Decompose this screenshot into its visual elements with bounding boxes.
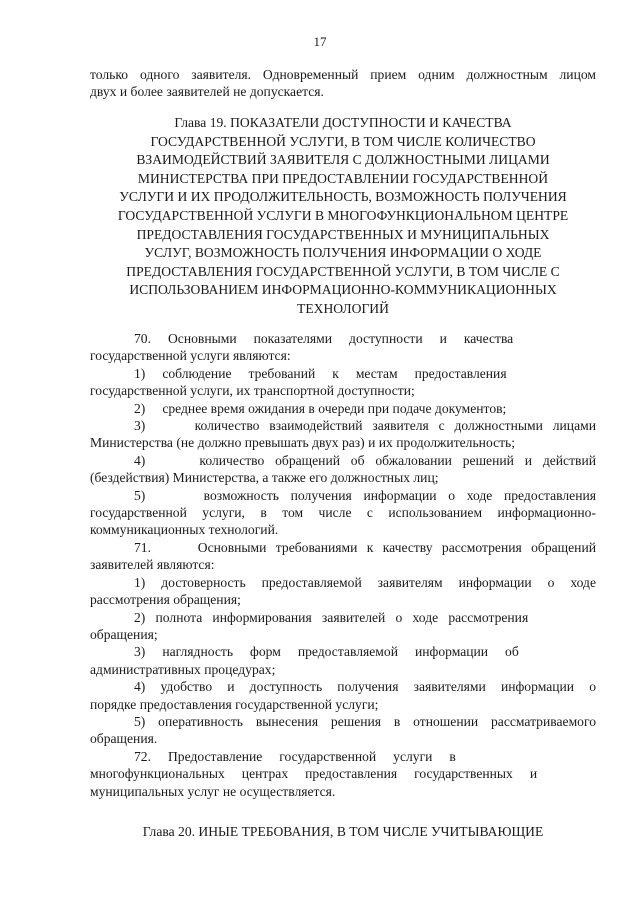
paragraph-line: 1) соблюдение требований к местам предоставления bbox=[134, 365, 507, 381]
paragraph-line: административных процедурах; bbox=[90, 661, 276, 677]
heading-line: ВЗАИМОДЕЙСТВИЙ ЗАЯВИТЕЛЯ С ДОЛЖНОСТНЫМИ ЛИЦАМИ bbox=[136, 152, 550, 168]
paragraph-line: 71. Основными требованиями к качеству рассмотрения обращений bbox=[134, 539, 596, 555]
paragraph-line: муниципальных услуг не осуществляется. bbox=[90, 783, 336, 799]
paragraph-line: государственной услуги, их транспортной доступности; bbox=[90, 383, 415, 399]
heading-line: ГОСУДАРСТВЕННОЙ УСЛУГИ, В ТОМ ЧИСЛЕ КОЛИЧЕСТВО bbox=[150, 133, 536, 149]
paragraph-line: государственной услуги, в том числе с использованием информационно- bbox=[90, 505, 596, 521]
paragraph-line: 4) удобство и доступность получения заявителями информации о bbox=[134, 679, 596, 695]
paragraph-line: 2) полнота информирования заявителей о ходе рассмотрения bbox=[134, 609, 529, 625]
heading-line: Глава 19. ПОКАЗАТЕЛИ ДОСТУПНОСТИ И КАЧЕСТВА bbox=[174, 115, 512, 130]
intro-line: двух и более заявителей не допускается. bbox=[90, 84, 324, 100]
heading-line: ПРЕДОСТАВЛЕНИЯ ГОСУДАРСТВЕННЫХ И МУНИЦИПАЛЬНЫХ bbox=[136, 226, 550, 242]
paragraph-line: коммуникационных технологий. bbox=[90, 522, 279, 538]
paragraph-line: государственной услуги являются: bbox=[90, 348, 291, 364]
paragraph-line: 70. Основными показателями доступности и качества bbox=[134, 331, 514, 346]
paragraph-line: 2) среднее время ожидания в очереди при подаче документов; bbox=[134, 400, 507, 416]
heading-line: ГОСУДАРСТВЕННОЙ УСЛУГИ В МНОГОФУНКЦИОНАЛЬНОМ ЦЕНТРЕ bbox=[117, 207, 569, 223]
chapter-20-heading: Глава 20. ИНЫЕ ТРЕБОВАНИЯ, В ТОМ ЧИСЛЕ УЧИТЫВАЮЩИЕ bbox=[142, 824, 544, 839]
heading-line: МИНИСТЕРСТВА ПРИ ПРЕДОСТАВЛЕНИИ ГОСУДАРСТВЕННОЙ bbox=[137, 170, 549, 186]
paragraph-line: рассмотрения обращения; bbox=[90, 592, 241, 608]
heading-line: УСЛУГИ И ИХ ПРОДОЛЖИТЕЛЬНОСТЬ, ВОЗМОЖНОСТЬ ПОЛУЧЕНИЯ bbox=[119, 189, 567, 205]
page-number: 17 bbox=[313, 34, 327, 49]
paragraph-line: 5) оперативность вынесения решения в отношении рассматриваемого bbox=[134, 713, 596, 729]
heading-line: ТЕХНОЛОГИЙ bbox=[297, 300, 389, 316]
paragraph-line: обращения; bbox=[90, 626, 158, 642]
heading-line: ПРЕДОСТАВЛЕНИЯ ГОСУДАРСТВЕННОЙ УСЛУГИ, В ТОМ ЧИСЛЕ С bbox=[126, 263, 560, 279]
paragraph-line: многофункциональных центрах предоставления государственных и bbox=[90, 766, 538, 782]
intro-line: только одного заявителя. Одновременный прием одним должностным лицом bbox=[90, 67, 596, 82]
paragraph-line: Министерства (не должно превышать двух раз) и их продолжительность; bbox=[90, 435, 516, 451]
heading-line: ИСПОЛЬЗОВАНИЕМ ИНФОРМАЦИОННО-КОММУНИКАЦИОННЫХ bbox=[129, 282, 557, 298]
paragraph-line: 3) количество взаимодействий заявителя с должностными лицами bbox=[134, 418, 596, 434]
paragraph-line: заявителей являются: bbox=[90, 557, 215, 573]
body-text bbox=[90, 330, 596, 800]
paragraph-line: 3) наглядность форм предоставляемой информации об bbox=[134, 644, 519, 660]
chapter-19-heading bbox=[84, 114, 602, 319]
paragraph-line: 1) достоверность предоставляемой заявителям информации о ходе bbox=[134, 574, 596, 590]
paragraph-line: порядке предоставления государственной услуги; bbox=[90, 696, 379, 712]
paragraph-line: (бездействия) Министерства, а также его должностных лиц; bbox=[90, 470, 439, 486]
paragraph-line: обращения. bbox=[90, 731, 158, 747]
intro-paragraph bbox=[90, 66, 596, 101]
paragraph-line: 5) возможность получения информации о ходе предоставления bbox=[134, 487, 596, 503]
paragraph-line: 72. Предоставление государственной услуги в bbox=[134, 748, 456, 764]
paragraph-line: 4) количество обращений об обжаловании решений и действий bbox=[134, 452, 596, 468]
heading-line: УСЛУГ, ВОЗМОЖНОСТЬ ПОЛУЧЕНИЯ ИНФОРМАЦИИ О ХОДЕ bbox=[144, 245, 542, 261]
